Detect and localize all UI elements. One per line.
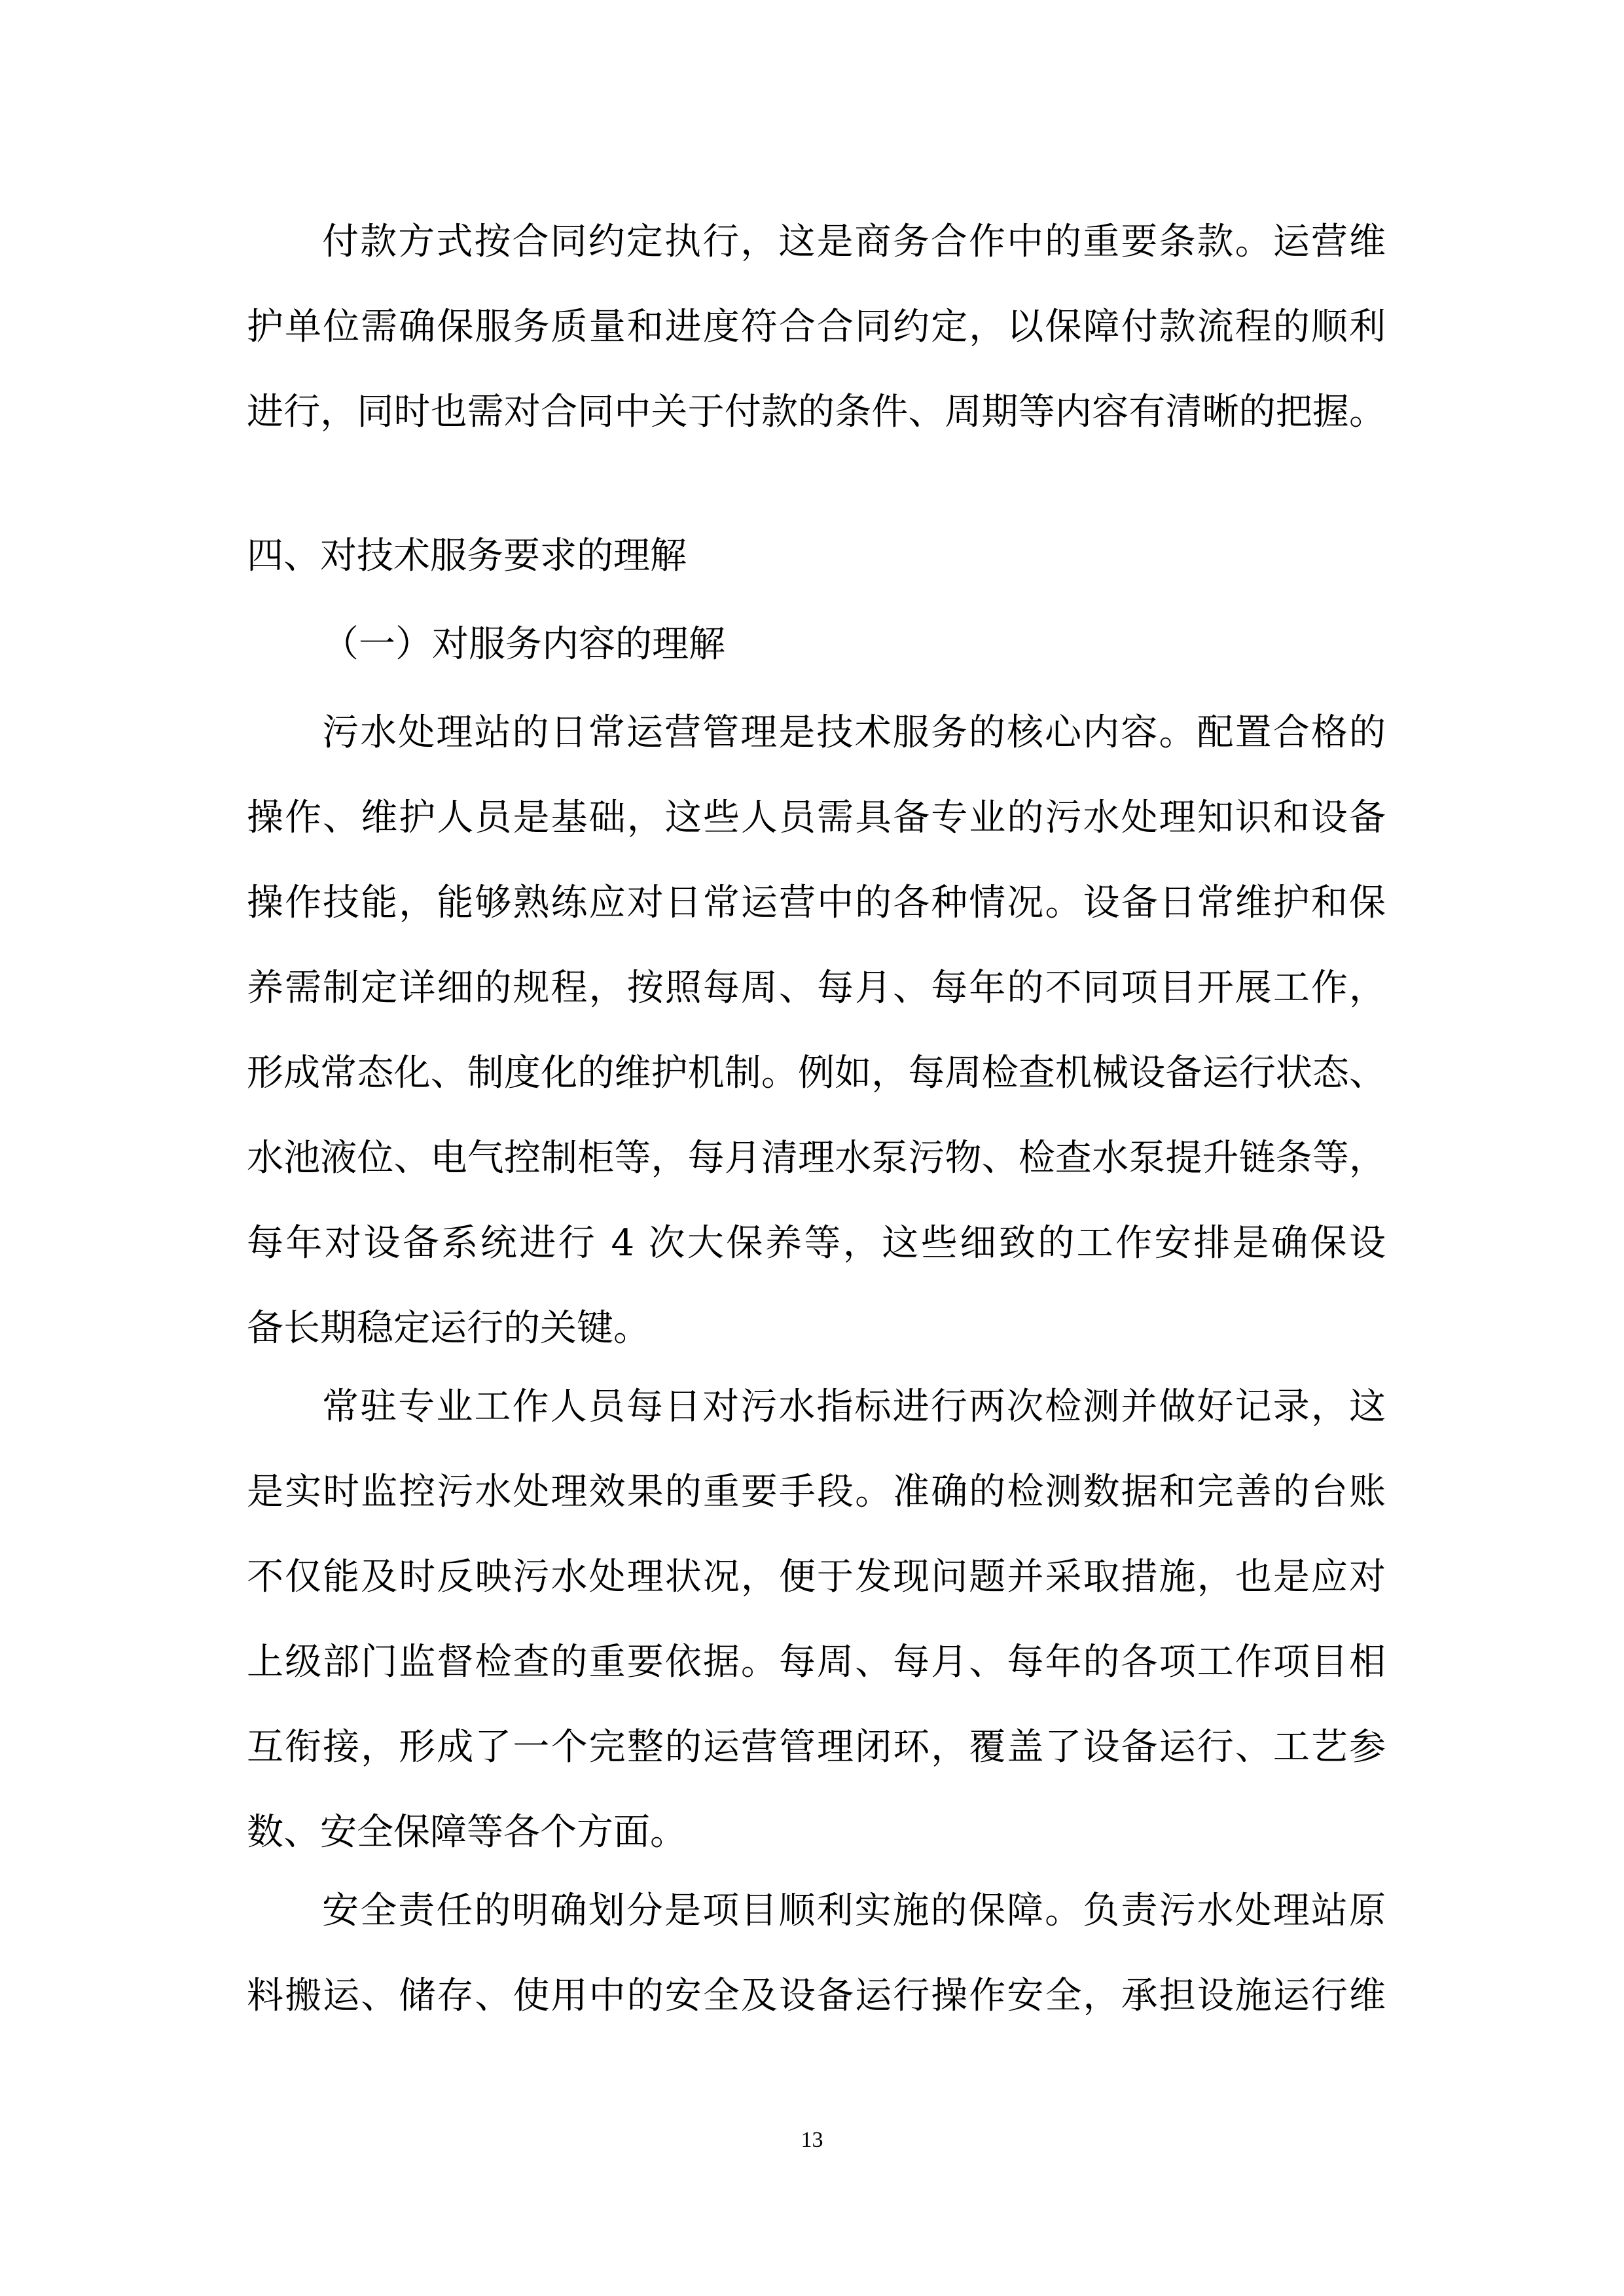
text-line: 进行，同时也需对合同中关于付款的条件、周期等内容有清晰的把握。	[247, 391, 1386, 433]
text-line: 上级部门监督检查的重要依据。每周、每月、每年的各项工作项目相	[247, 1641, 1386, 1683]
text-line: 污水处理站的日常运营管理是技术服务的核心内容。配置合格的	[322, 711, 1386, 754]
text-line: 护单位需确保服务质量和进度符合合同约定，以保障付款流程的顺利	[247, 306, 1386, 348]
text-line: 养需制定详细的规程，按照每周、每月、每年的不同项目开展工作，	[247, 967, 1386, 1009]
text-line: 常驻专业工作人员每日对污水指标进行两次检测并做好记录，这	[322, 1386, 1386, 1428]
text-line: 操作、维护人员是基础，这些人员需具备专业的污水处理知识和设备	[247, 797, 1386, 839]
text-line: 是实时监控污水处理效果的重要手段。准确的检测数据和完善的台账	[247, 1471, 1386, 1513]
text-line: 安全责任的明确划分是项目顺利实施的保障。负责污水处理站原	[322, 1890, 1386, 1932]
text-line: 每年对设备系统进行 4 次大保养等，这些细致的工作安排是确保设	[247, 1222, 1386, 1265]
text-line: 互衔接，形成了一个完整的运营管理闭环，覆盖了设备运行、工艺参	[247, 1726, 1386, 1768]
text-line: 不仅能及时反映污水处理状况，便于发现问题并采取措施，也是应对	[247, 1556, 1386, 1598]
section-heading: 四、对技术服务要求的理解	[247, 535, 687, 577]
subsection-heading: （一）对服务内容的理解	[322, 623, 725, 666]
text-line: 操作技能，能够熟练应对日常运营中的各种情况。设备日常维护和保	[247, 882, 1386, 924]
text-line: 数、安全保障等各个方面。	[247, 1811, 687, 1854]
text-line: 料搬运、储存、使用中的安全及设备运行操作安全，承担设施运行维	[247, 1975, 1386, 2017]
text-line: 形成常态化、制度化的维护机制。例如，每周检查机械设备运行状态、	[247, 1052, 1386, 1094]
text-line: 付款方式按合同约定执行，这是商务合作中的重要条款。运营维	[322, 221, 1386, 263]
text-line: 水池液位、电气控制柜等，每月清理水泵污物、检查水泵提升链条等，	[247, 1137, 1386, 1179]
page-number: 13	[801, 2128, 823, 2152]
text-line: 备长期稳定运行的关键。	[247, 1307, 650, 1350]
